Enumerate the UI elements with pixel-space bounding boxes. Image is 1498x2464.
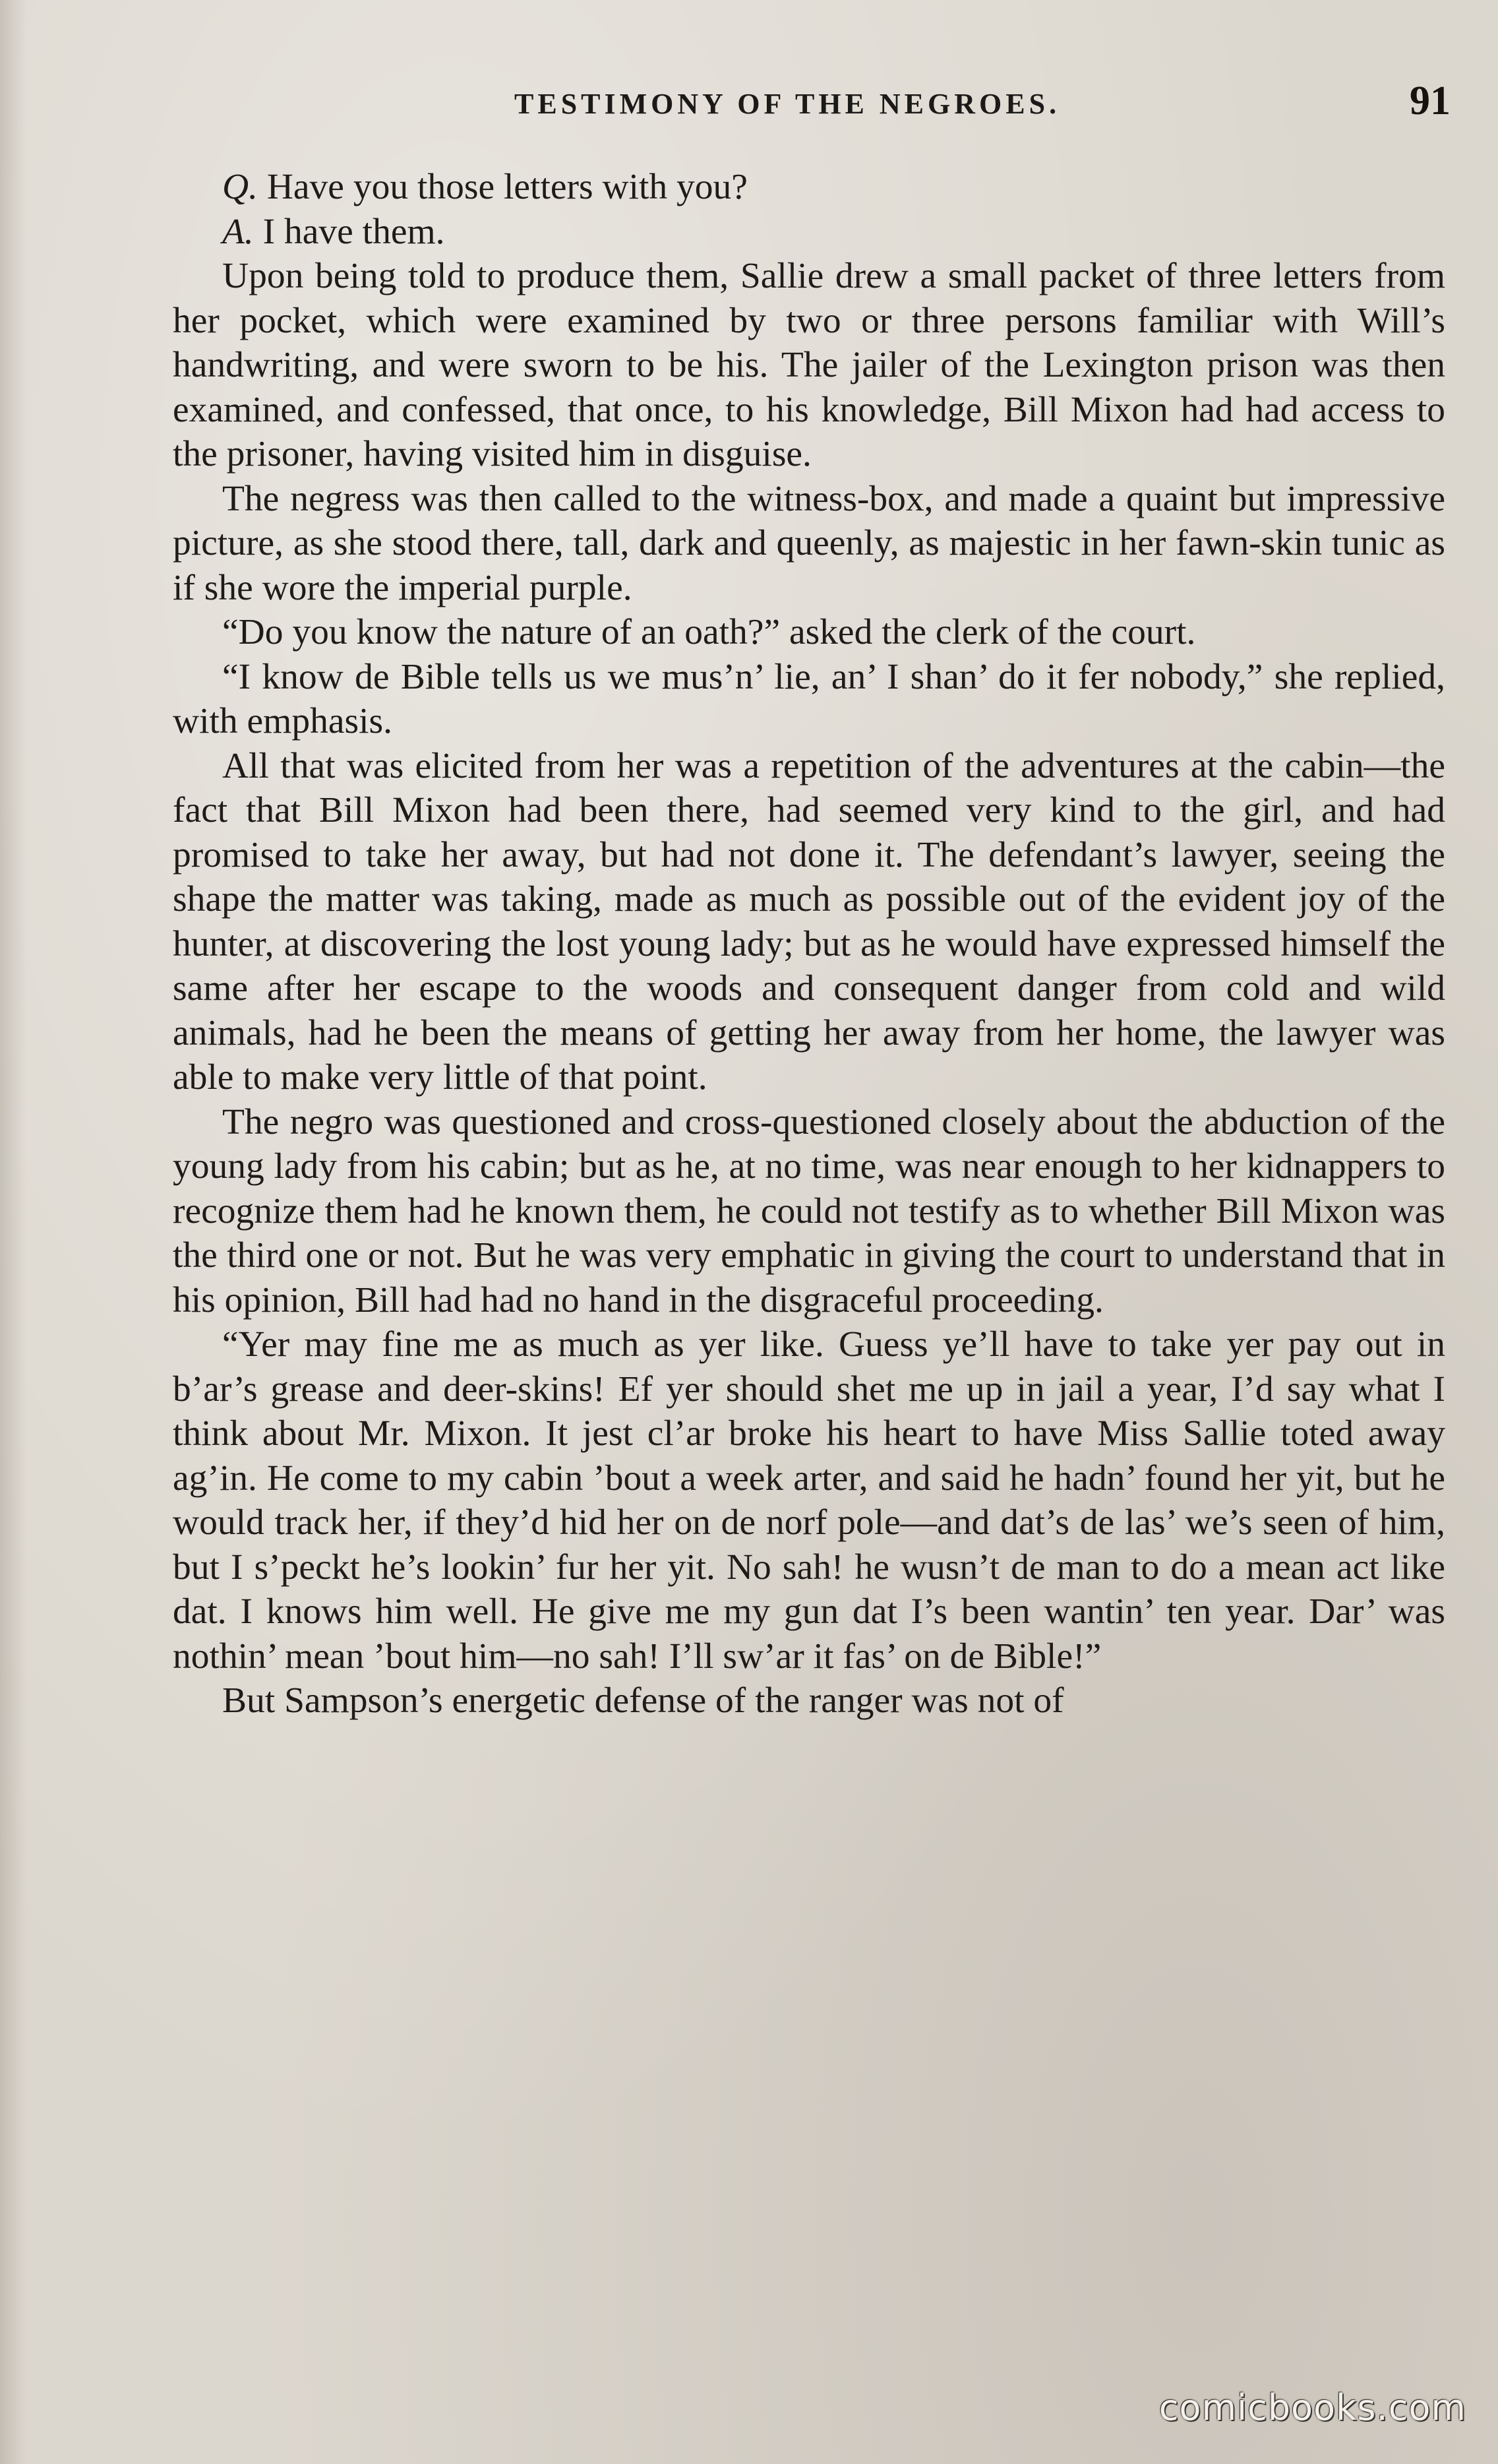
paragraph-continued: But Sampson’s energetic defense of the ranger was not of [222, 1680, 1064, 1721]
paragraph: “Yer may fine me as much as yer like. Guess ye’ll have to take yer pay out in b’ar’s grease and deer-skins! Ef yer should shet me up in jail a year, I’d say what I think about Mr. Mixon. It jest cl’ar broke his heart to have Miss Sallie toted away ag’in. He come to my cabin ’bout a week arter, and said he hadn’ found her yit, but he would track her, if they’d hid her on de norf pole—and dat’s de las’ we’s seen of him, but I s’peckt he’s lookin’ fur her yit. No sah! he wusn’t de man to do a mean act like dat. I knows him well. He give me my gun dat I’s been wantin’ ten year. Dar’ was nothin’ mean ’bout him—no sah! I’ll sw’ar it fas’ on de Bible!” [173, 1324, 1445, 1677]
answer-label: A. [222, 211, 254, 252]
paragraph: The negress was then called to the witness-box, and made a quaint but impressive picture, as she stood there, tall, dark and queenly, as majestic in her fawn-skin tunic as if she wore the imperial purple. [173, 478, 1445, 608]
running-head: TESTIMONY OF THE NEGROES. [514, 88, 1061, 120]
paragraph: Upon being told to produce them, Sallie drew a small packet of three letters from her pocket, which were examined by two or three persons familiar with Will’s handwriting, and were sworn to be his. The jailer of the Lexington prison was then examined, and confessed, that once, to his knowledge, Bill Mixon had had access to the prisoner, having visited him in disguise. [173, 256, 1445, 474]
paragraph: All that was elicited from her was a repetition of the adventures at the cabin—the fact that Bill Mixon had been there, had seemed very kind to the girl, and had promised to take her away, but had not done it. The defendant’s lawyer, seeing the shape the matter was taking, made as much as possible out of the evident joy of the hunter, at discovering the lost young lady; but as he would have expressed himself the same after her escape to the woods and consequent danger from cold and wild animals, had he been the means of getting her away from her home, the lawyer was able to make very little of that point. [173, 745, 1445, 1097]
answer-text: I have them. [253, 211, 445, 252]
question-text: Have you those letters with you? [257, 167, 748, 207]
question-line [173, 165, 1445, 210]
page-number: 91 [1410, 78, 1451, 123]
watermark: comicbooks.com [1158, 2387, 1466, 2428]
page-edge-shadow [0, 0, 26, 2464]
paragraph: “Do you know the nature of an oath?” asked the clerk of the court. [222, 612, 1196, 652]
paragraph: “I know de Bible tells us we mus’n’ lie, an’ I shan’ do it fer nobody,” she replied, with emphasis. [173, 656, 1445, 741]
answer-line [173, 210, 1445, 255]
paragraph: The negro was questioned and cross-questioned closely about the abduction of the young lady from his cabin; but as he, at no time, was near enough to her kidnappers to recognize them had he known them, he could not testify as to whether Bill Mixon was the third one or not. But he was very emphatic in giving the court to understand that in his opinion, Bill had had no hand in the disgraceful proceeding. [173, 1101, 1445, 1320]
page-body [173, 165, 1445, 1723]
page-header [171, 78, 1451, 137]
question-label: Q. [222, 167, 258, 207]
